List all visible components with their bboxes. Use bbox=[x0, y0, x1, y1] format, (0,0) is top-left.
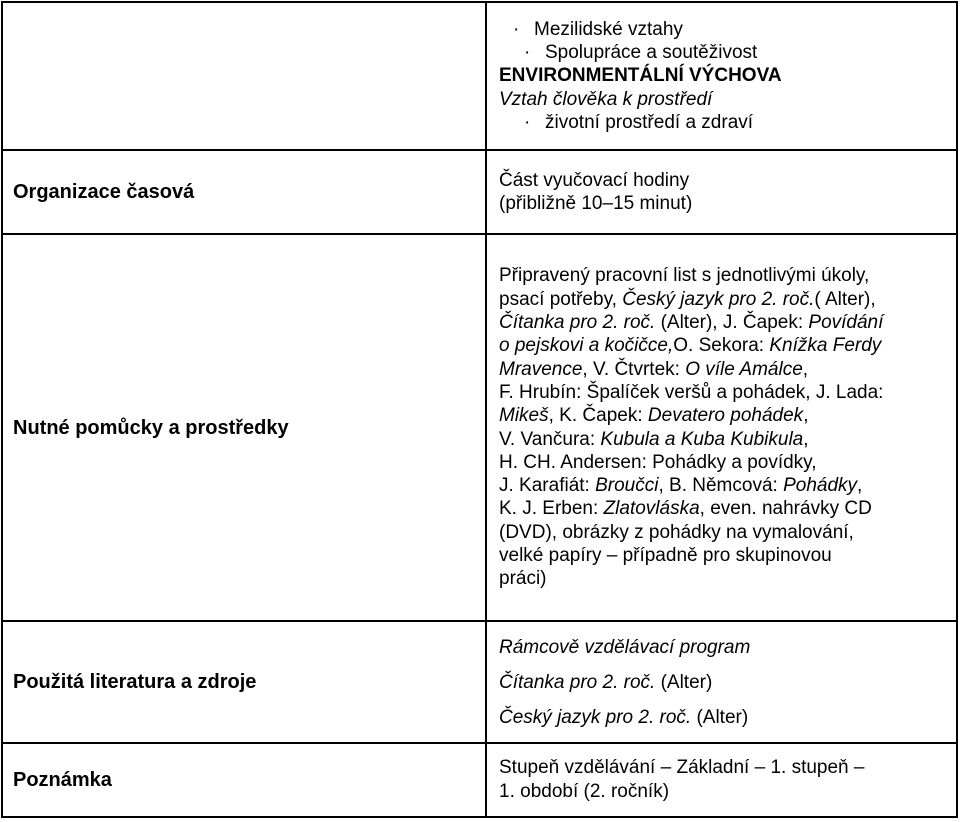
row-themes-content bbox=[486, 2, 957, 150]
bullet-icon: · bbox=[524, 42, 531, 64]
bullet-icon: · bbox=[513, 18, 520, 40]
theme-subheading: Vztah člověka k prostředí bbox=[499, 88, 713, 110]
theme-bullet-item: · Mezilidské vztahy bbox=[513, 18, 683, 40]
row-themes-label bbox=[2, 2, 486, 150]
row-note bbox=[2, 743, 957, 817]
row-note-content: Stupeň vzdělávání – Základní – 1. stupeň – 1. období (2. ročník) bbox=[486, 743, 957, 817]
row-time bbox=[2, 150, 957, 234]
lesson-table bbox=[1, 1, 958, 818]
row-literature bbox=[2, 621, 957, 743]
row-time-label: Organizace časová bbox=[2, 150, 486, 234]
bullet-icon: · bbox=[524, 111, 531, 133]
row-materials bbox=[2, 234, 957, 621]
row-note-label: Poznámka bbox=[2, 743, 486, 817]
row-literature-content: Rámcově vzdělávací program Čítanka pro 2. roč. (Alter) Český jazyk pro 2. roč. (Alter) bbox=[486, 621, 957, 743]
theme-heading: ENVIRONMENTÁLNÍ VÝCHOVA bbox=[499, 65, 782, 87]
row-time-content: Část vyučovací hodiny (přibližně 10–15 minut) bbox=[486, 150, 957, 234]
theme-bullet-item: · životní prostředí a zdraví bbox=[524, 111, 754, 133]
row-themes bbox=[2, 2, 957, 150]
row-literature-label: Použitá literatura a zdroje bbox=[2, 621, 486, 743]
row-materials-label: Nutné pomůcky a prostředky bbox=[2, 234, 486, 621]
theme-bullet-item: · Spolupráce a soutěživost bbox=[524, 42, 758, 64]
row-materials-content: Připravený pracovní list s jednotlivými úkoly, psací potřeby, Český jazyk pro 2. roč.( Alter), Čítanka pro 2. roč. (Alter), J. Čapek: Povídání o pejskovi a kočičce,O. Sekora: Knížka Ferdy Mravence, V. Čtvrtek: O víle Amálce, F. Hrubín: Špalíček veršů a pohádek, J. Lada: Mikeš, K. Čapek: Devatero pohádek, V. Vančura: Kubula a Kuba Kubikula, H. CH. Andersen: Pohádky a povídky, J. Karafiát: Broučci, B. Němcová: Pohádky, K. J. Erben: Zlatovláska, even. nahrávky CD (DVD), obrázky z pohádky na vymalování, velké papíry – případně pro skupinovou práci) bbox=[486, 234, 957, 621]
